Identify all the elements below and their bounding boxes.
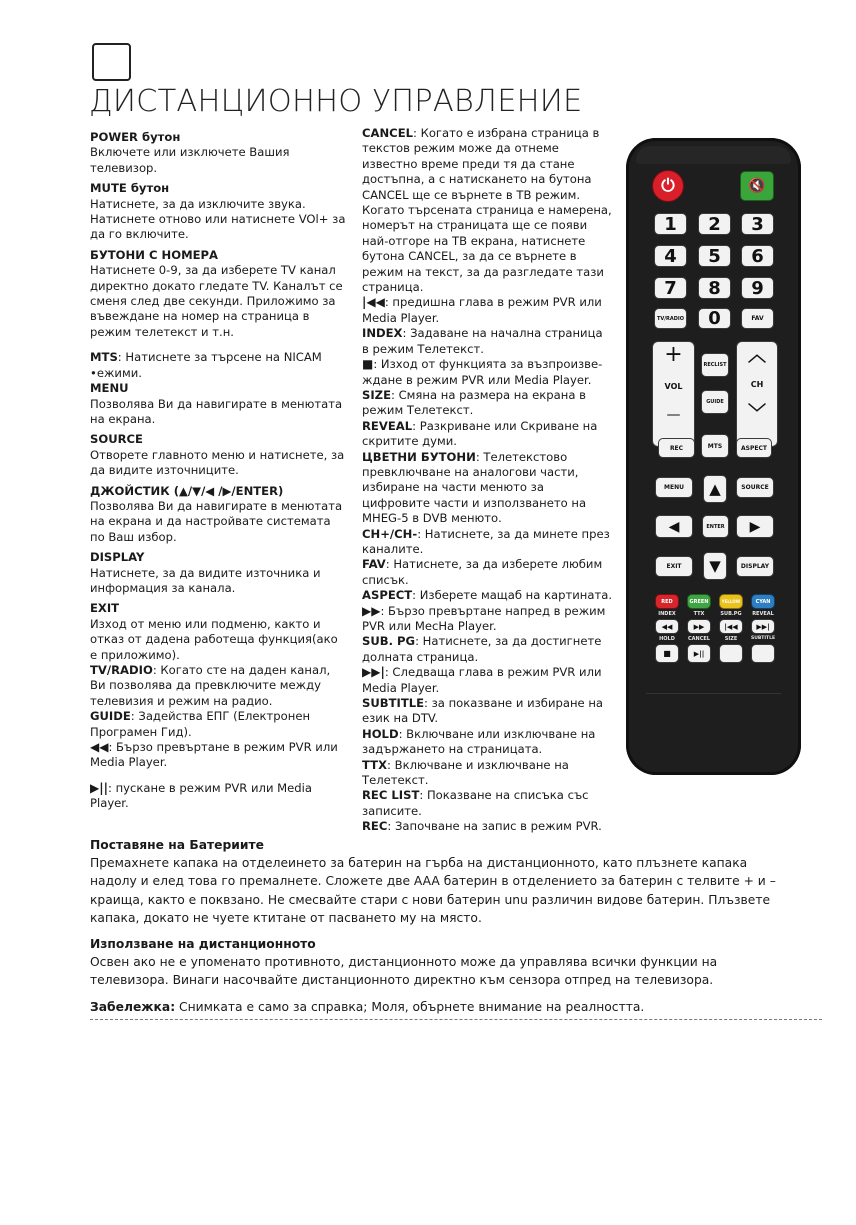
rec-text: : Започване на запис в режим PVR. [387, 819, 602, 834]
rewind-text: : Бързо превъртане в режим PVR или Media Player. [90, 740, 338, 770]
rec-paragraph [362, 819, 612, 834]
remote-fav-button: FAV [741, 308, 774, 329]
size-paragraph [362, 388, 612, 419]
cancel-paragraph [362, 126, 612, 295]
dashed-divider [90, 1019, 822, 1020]
remote-control-illustration [626, 138, 801, 775]
remote-subtitle-button [751, 644, 775, 663]
fav-paragraph [362, 557, 612, 588]
remote-up-arrow-button: ▲ [703, 475, 727, 503]
remote-tvradio-button: TV/RADIO [654, 308, 687, 329]
remote-exit-button: EXIT [655, 556, 693, 577]
remote-digit-5: 5 [698, 245, 731, 267]
page-number-box [92, 43, 131, 81]
remote-fast-forward-button: ▶▶ [687, 619, 711, 634]
hold-paragraph [362, 727, 612, 758]
remote-digit-6: 6 [741, 245, 774, 267]
color-buttons-paragraph [362, 450, 612, 527]
page-title: ДИСТАНЦИОННО УПРАВЛЕНИЕ [89, 84, 583, 119]
joystick-text: Позволява Ви да навигирате в менютата на екрана и да настройвате системата по Ваш избор. [90, 498, 343, 544]
reclist-text: : Показване на списъка със записите. [362, 788, 589, 818]
remote-index-label: INDEX [658, 611, 676, 617]
channel-down-icon: ﹀ [748, 403, 766, 424]
subtitle-key: SUBTITLE [362, 696, 425, 711]
remote-digit-8: 8 [698, 277, 731, 299]
guide-key: GUIDE [90, 709, 131, 724]
remote-menu-button: MENU [655, 477, 693, 498]
usage-heading: Използване на дистанционното [90, 937, 316, 952]
source-text: Отворете главното меню и натиснете, за да видите източниците. [90, 447, 345, 478]
index-paragraph [362, 326, 612, 357]
prev-text: : предишна глава в режим PVR или Media Player. [362, 295, 602, 325]
exit-text: Изход от меню или подменю, както и отказ от дадена работеща функция(ако е приложимо). [90, 616, 338, 662]
remote-digit-9: 9 [741, 277, 774, 299]
remote-top-cap [636, 146, 791, 164]
rec-key: REC [362, 819, 388, 834]
fast-forward-icon: ▶▶ [362, 603, 381, 618]
cancel-key: CANCEL [362, 126, 414, 140]
remote-cyan-button: CYAN [751, 594, 775, 609]
fav-key: FAV [362, 557, 386, 572]
next-paragraph [362, 665, 612, 696]
fav-text: : Натиснете, за да изберете любим списък. [362, 557, 603, 587]
power-heading: POWER бутон [90, 130, 181, 144]
remote-power-button: ⏻ [652, 170, 684, 202]
note-paragraph [90, 998, 790, 1016]
reclist-paragraph [362, 788, 612, 819]
joystick-heading: ДЖОЙСТИК (▲/▼/◀ /▶/ENTER) [90, 483, 284, 498]
bottom-section [90, 836, 790, 1016]
remote-guide-button: GUIDE [701, 390, 729, 414]
remote-battery-seam [646, 693, 781, 694]
stop-text: : Изход от функцията за възпроизве-ждане в режим PVR или Media Player. [362, 357, 603, 387]
mts-text: : Натиснете за търсене на NICAM •ежими. [90, 350, 322, 380]
aspect-key: ASPECT [362, 588, 413, 603]
display-heading: DISPLAY [90, 550, 145, 565]
mute-heading: MUTE бутон [90, 181, 170, 196]
mute-text: Натиснете, за да изключите звука. Натиснете отново или натиснете VOl+ за да го включите. [90, 196, 346, 242]
remote-channel-rocker [736, 341, 778, 447]
left-column [90, 130, 348, 812]
reveal-key: REVEAL [362, 418, 413, 433]
color-buttons-key: ЦВЕТНИ БУТОНИ [362, 449, 476, 464]
next-text: : Следваща глава в режим PVR или Media Player. [362, 665, 602, 695]
index-key: INDEX [362, 326, 403, 341]
remote-digit-2: 2 [698, 213, 731, 235]
ff-text: : Бързо превъртане напред в режим PVR или MecHa Player. [362, 603, 606, 633]
remote-subpg-label: SUB.PG [720, 611, 742, 617]
note-text: Снимката е само за справка; Моля, обърнете внимание на реалността. [175, 999, 645, 1014]
remote-cancel-label: CANCEL [688, 636, 710, 642]
stop-icon: ■ [362, 357, 374, 372]
aspect-paragraph [362, 588, 612, 603]
guide-paragraph [90, 709, 348, 740]
remote-size-label: SIZE [724, 636, 738, 642]
volume-plus-icon: + [664, 342, 683, 367]
middle-column [362, 126, 612, 835]
remote-hold-label: HOLD [659, 636, 675, 642]
menu-text: Позволява Ви да навигирате в менютата на екрана. [90, 396, 343, 426]
remote-display-button: DISPLAY [736, 556, 774, 577]
power-text: Включете или изключете Вашия телевизор. [90, 145, 290, 175]
remote-reclist-button: RECLIST [701, 353, 729, 377]
remote-next-chapter-button: ▶▶| [751, 619, 775, 634]
remote-rewind-button: ◀◀ [655, 619, 679, 634]
reclist-key: REC LIST [362, 788, 420, 803]
previous-chapter-icon: |◀◀ [362, 295, 385, 310]
number-buttons-heading: БУТОНИ С НОМЕРА [90, 247, 219, 262]
remote-right-arrow-button: ▶ [736, 515, 774, 538]
mts-paragraph [90, 350, 348, 381]
batteries-heading: Поставяне на Батериите [90, 838, 264, 852]
ch-paragraph [362, 527, 612, 558]
ttx-key: TTX [362, 757, 388, 772]
subpg-text: : Натиснете, за да достигнете долната страница. [362, 634, 602, 664]
hold-key: HOLD [362, 726, 399, 741]
source-heading: SOURCE [90, 432, 143, 447]
remote-green-button: GREEN [687, 594, 711, 609]
remote-reveal-label: REVEAL [752, 611, 774, 617]
usage-text: Освен ако не е упоменато противното, дистанционното може да управлява всички функции на телевизора. Винаги насочвайте дистанционното директно към сензора отпред на телевизора. [90, 955, 718, 988]
hold-text: : Включване или изключване на задържането на страницата. [362, 726, 596, 757]
remote-down-arrow-button: ▼ [703, 552, 727, 580]
play-pause-icon: ▶|| [90, 780, 108, 795]
size-key: SIZE [362, 387, 391, 402]
ttx-paragraph [362, 758, 612, 789]
ch-key: CH+/CH- [362, 526, 418, 541]
remote-prev-chapter-button: |◀◀ [719, 619, 743, 634]
channel-label: CH [750, 380, 764, 389]
remote-yellow-button: YELLOW [719, 594, 743, 609]
exit-heading: EXIT [90, 601, 120, 616]
note-key: Забележка: [90, 999, 176, 1014]
number-buttons-text: Натиснете 0-9, за да изберете TV канал директно докато гледате TV. Каналът се сменя след две секунди. Приложимо за въвеждане на номер на страница в режим телетекст и т.н. [90, 263, 343, 339]
tvradio-key: TV/RADIO [90, 663, 153, 677]
size-text: : Смяна на размера на екрана в режим Телетекст. [362, 387, 586, 418]
aspect-text: : Изберете мащаб на картината. [412, 588, 613, 603]
ch-text: : Натиснете, за да минете през каналите. [362, 526, 610, 556]
volume-minus-icon: — [666, 407, 681, 423]
remote-mts-button: MTS [701, 434, 729, 458]
remote-digit-1: 1 [654, 213, 687, 235]
reveal-text: : Разкриване или Скриване на скритите думи. [362, 418, 598, 449]
guide-text: : Задейства ЕПГ (Електронен Програмен Гид). [90, 709, 311, 739]
remote-subtitle-label: SUBTITLE [750, 636, 776, 641]
remote-digit-7: 7 [654, 277, 687, 299]
menu-heading: MENU [90, 381, 129, 396]
remote-left-arrow-button: ◀ [655, 515, 693, 538]
channel-up-icon: ︿ [748, 345, 766, 366]
remote-stop-button: ■ [655, 644, 679, 663]
remote-enter-button: ENTER [702, 515, 729, 538]
reveal-paragraph [362, 419, 612, 450]
subpg-key: SUB. PG [362, 634, 416, 649]
remote-digit-4: 4 [654, 245, 687, 267]
index-text: : Задаване на начална страница в режим Телетекст. [362, 326, 603, 356]
batteries-text: Премахнете капака на отделеинето за батерин на гърба на дистанционното, като плъзнете капака надолу и елед това го премалнете. Сложете две AAA батерин в отделението за батерин с телвите + и – краища, както е поквзано. Не смесвайте стари с нови батерин unu различин видове батерин. Плъзвете капака, докато не чуете ктитане от пасването му на място. [90, 856, 776, 925]
remote-digit-3: 3 [741, 213, 774, 235]
prev-paragraph [362, 295, 612, 326]
remote-red-button: RED [655, 594, 679, 609]
remote-aspect-button: ASPECT [736, 438, 772, 458]
ff-paragraph [362, 604, 612, 635]
color-buttons-text: : Телетекстово превключване на аналогови части, избиране на части менюто за цифровите части и използването на MHEG-5 в DVB менюто. [362, 449, 587, 526]
next-chapter-icon: ▶▶| [362, 665, 385, 680]
remote-volume-rocker [652, 341, 695, 447]
rewind-paragraph [90, 740, 348, 771]
remote-digit-0: 0 [698, 308, 731, 329]
stop-paragraph [362, 357, 612, 388]
ttx-text: : Включване и изключване на Телетекст. [362, 757, 569, 788]
subpg-paragraph [362, 634, 612, 665]
remote-source-button: SOURCE [736, 477, 774, 498]
tvradio-text: : Когато сте на даден канал, Ви позволява да превключите между телевизия и режим на радио. [90, 663, 331, 708]
cancel-text: : Когато е избрана страница в текстов режим може да отнеме известно време преди тя да стане достъпна, а с натискането на бутона CANCEL ще се върнете в ТВ режим. Когато търсената страница е намерена, номерът на страницата ще се появи най-отгоре на ТВ екрана, натиснете бутона CANCEL, за да се върнете в режим на текст, за да разгледате тази страница. [362, 126, 612, 295]
volume-label: VOL [664, 382, 683, 391]
subtitle-paragraph [362, 696, 612, 727]
remote-ttx-label: TTX [693, 611, 705, 617]
tvradio-paragraph [90, 663, 348, 709]
play-paragraph [90, 781, 348, 812]
remote-mute-button: 🔇 [740, 171, 774, 201]
mts-key: MTS [90, 350, 118, 365]
play-text: : пускане в режим PVR или Media Player. [90, 780, 312, 811]
remote-rec-button: REC [658, 438, 695, 458]
display-text: Натиснете, за да видите източника и информация за канала. [90, 565, 321, 595]
remote-play-pause-button: ▶|| [687, 644, 711, 663]
remote-size-button [719, 644, 743, 663]
rewind-icon: ◀◀ [90, 740, 109, 755]
subtitle-text: : за показване и избиране на език на DTV. [362, 696, 604, 726]
